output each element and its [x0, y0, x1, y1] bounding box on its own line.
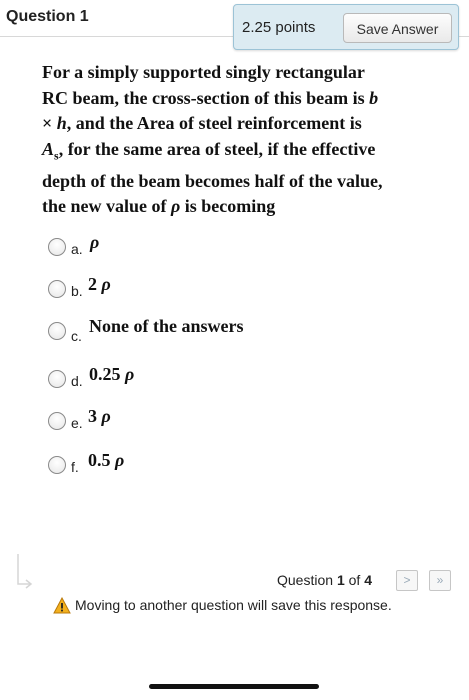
variable-b: b [369, 87, 379, 108]
question-line: is becoming [180, 196, 276, 217]
radio-button[interactable] [48, 322, 66, 340]
variable-as: A [42, 138, 55, 159]
option-b[interactable] [48, 276, 348, 304]
option-letter: a. [71, 241, 83, 257]
option-f[interactable] [48, 452, 348, 480]
radio-button[interactable] [48, 412, 66, 430]
radio-button[interactable] [48, 370, 66, 388]
times-symbol: × [42, 113, 57, 133]
counter-of: of [344, 572, 365, 588]
option-value: 3 ρ [88, 406, 111, 426]
option-letter: c. [71, 328, 82, 344]
radio-button[interactable] [48, 456, 66, 474]
option-a[interactable] [48, 234, 348, 262]
variable-as-subscript: s [54, 148, 59, 163]
option-letter: d. [71, 373, 83, 389]
radio-button[interactable] [48, 280, 66, 298]
home-indicator[interactable] [149, 684, 319, 689]
counter-prefix: Question [277, 572, 337, 588]
return-arrow-icon [14, 552, 36, 592]
option-value: 0.5 ρ [88, 450, 125, 470]
points-value: 2.25 points [242, 19, 316, 36]
question-line: , for the same area of steel, if the effective [58, 138, 376, 159]
variable-rho: ρ [171, 196, 181, 217]
option-d[interactable] [48, 366, 348, 394]
question-line: depth of the beam becomes half of the value, [42, 170, 383, 191]
option-value: 2 ρ [88, 274, 111, 294]
option-e[interactable] [48, 408, 348, 436]
notice-text: Moving to another question will save this response. [75, 597, 392, 613]
question-counter [277, 572, 372, 588]
question-navigation [270, 570, 460, 592]
question-title: Question 1 [6, 8, 89, 25]
option-value: ρ [90, 232, 100, 252]
option-letter: f. [71, 459, 79, 475]
question-line: For a simply supported singly rectangular [42, 62, 365, 82]
current-question-number: 1 [336, 572, 345, 588]
option-letter: e. [71, 415, 83, 431]
option-value: 0.25 ρ [89, 364, 135, 384]
option-c[interactable] [48, 318, 348, 346]
save-notice [53, 596, 453, 618]
last-question-button[interactable]: » [429, 570, 451, 591]
option-letter: b. [71, 283, 83, 299]
option-value: None of the answers [89, 316, 244, 336]
variable-h: h [56, 113, 67, 133]
warning-icon [53, 597, 71, 614]
save-answer-button[interactable]: Save Answer [343, 13, 452, 43]
total-question-number: 4 [364, 572, 372, 588]
question-line: the new value of [42, 196, 171, 217]
next-question-button[interactable]: > [396, 570, 418, 591]
question-line: , and the Area of steel reinforcement is [66, 113, 362, 133]
radio-button[interactable] [48, 238, 66, 256]
question-line: RC beam, the cross-section of this beam is [42, 87, 370, 108]
